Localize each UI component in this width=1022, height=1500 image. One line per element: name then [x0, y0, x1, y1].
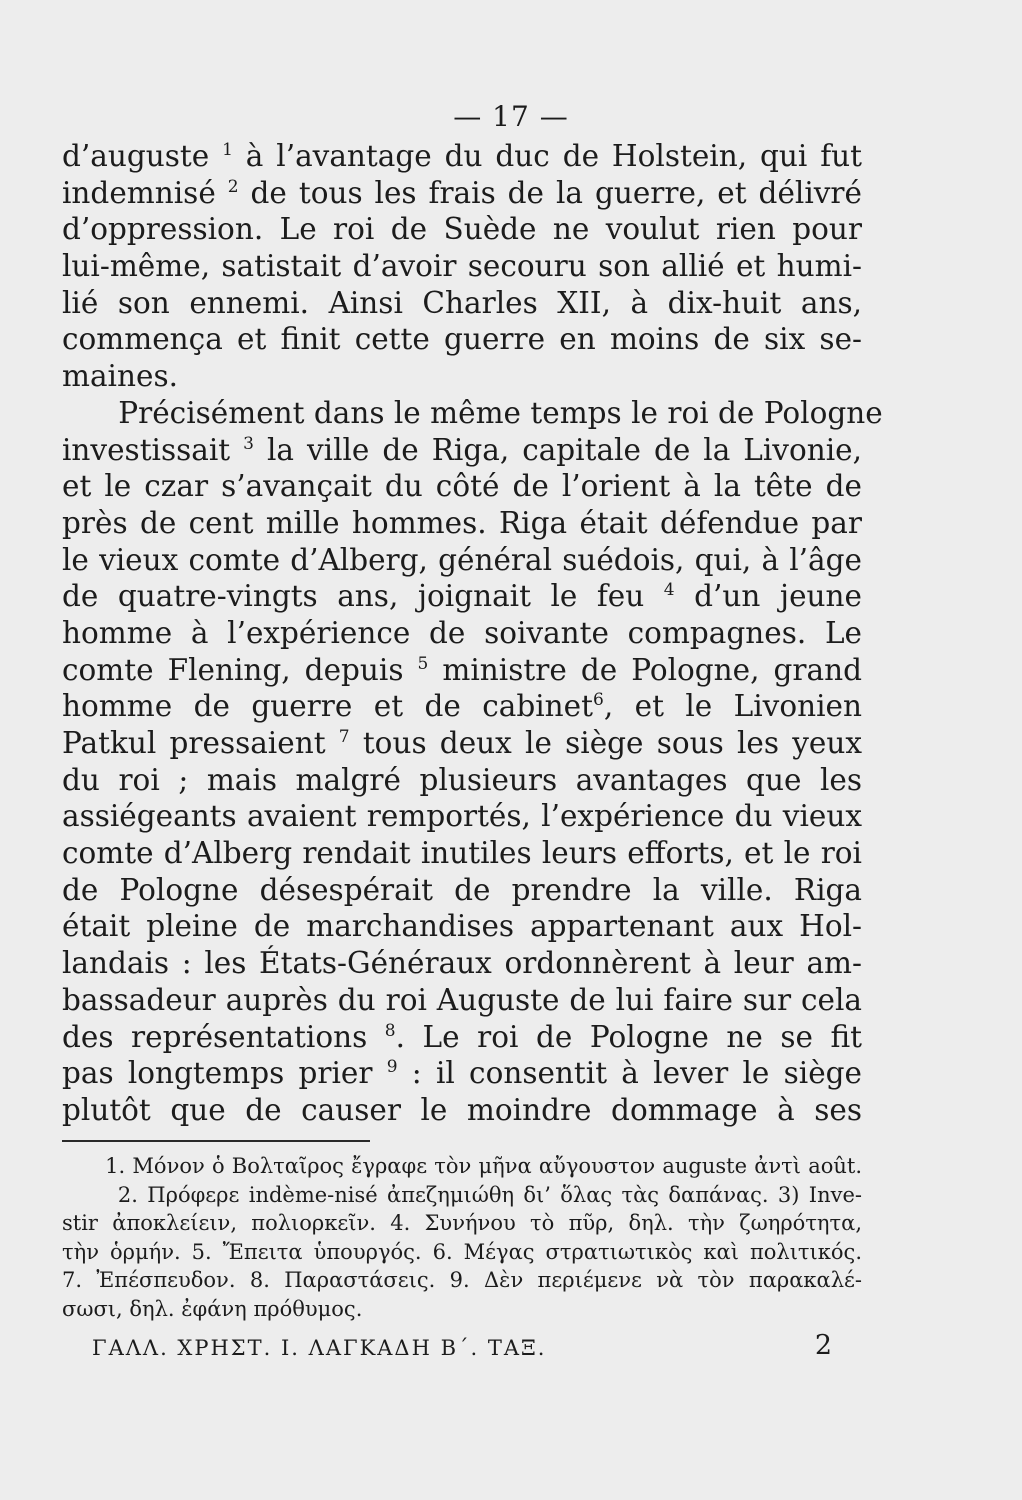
text-line	[62, 211, 862, 248]
footnote-marker: 5	[417, 653, 429, 674]
footnote-line: σωσι, δηλ. ἐφάνη πρόθυμος.	[62, 1296, 363, 1321]
text-segment: . Le roi de Pologne ne se fit	[395, 1019, 862, 1054]
footnote-marker: 8	[384, 1020, 396, 1041]
footnote-divider	[62, 1140, 370, 1142]
text-segment: assiégeants avaient remportés, l’expérience du vieux	[62, 799, 862, 834]
text-segment: était pleine de marchandises appartenant aux Hol-	[62, 909, 862, 944]
footnote-marker: 6	[593, 690, 604, 711]
footnote-line: stir ἀποκλείειν, πολιορκεῖν. 4. Συνήνου τὸ πῦρ, δηλ. τὴν ζωηρότητα,	[62, 1211, 862, 1236]
text-line	[62, 321, 862, 358]
text-line	[62, 945, 862, 982]
text-line	[62, 1055, 862, 1092]
footnote-line: 1. Μόνον ὁ Βολταῖρος ἔγραφε τὸν μῆνα αὔγουστον auguste ἀντὶ août.	[62, 1154, 862, 1178]
text-line	[62, 798, 862, 835]
text-segment: le vieux comte d’Alberg, général suédois, qui, à l’âge	[62, 542, 862, 577]
text-segment: , et le Livonien	[603, 689, 863, 724]
text-segment: investissait	[62, 432, 244, 467]
text-line	[62, 652, 862, 689]
footnotes	[62, 1152, 862, 1324]
text-segment: d’un jeune	[674, 579, 862, 614]
text-segment: la ville de Riga, capitale de la Livonie,	[253, 432, 862, 467]
text-segment: des représentations	[62, 1019, 385, 1054]
text-segment: lié son ennemi. Ainsi Charles XII, à dix-huit ans,	[62, 285, 862, 320]
footnote-marker: 9	[386, 1057, 398, 1078]
text-segment: d’oppression. Le roi de Suède ne voulut rien pour	[62, 212, 862, 247]
text-segment: lui-même, satistait d’avoir secouru son allié et humi-	[62, 249, 862, 284]
text-line	[62, 175, 862, 212]
text-line	[62, 1092, 862, 1129]
text-line	[62, 762, 862, 799]
text-segment: près de cent mille hommes. Riga était défendue par	[62, 505, 862, 540]
footnote-marker: 4	[663, 580, 675, 601]
text-segment: de tous les frais de la guerre, et délivré	[238, 175, 862, 210]
text-segment: plutôt que de causer le moindre dommage à ses	[62, 1092, 862, 1127]
text-segment: Patkul pressaient	[62, 726, 339, 760]
footnote-marker: 3	[243, 433, 254, 454]
text-segment: commença et finit cette guerre en moins de six se-	[62, 322, 862, 357]
text-segment: tous deux le siège sous les yeux	[349, 726, 862, 760]
text-line	[62, 138, 862, 175]
page-number: — 17 —	[453, 100, 569, 133]
signature-number: 2	[814, 1330, 832, 1361]
text-line	[62, 982, 862, 1019]
text-segment: d’auguste	[62, 139, 223, 173]
text-segment: de quatre-vingts ans, joignait le feu	[62, 579, 664, 614]
footnote-marker: 2	[227, 176, 239, 197]
text-line	[62, 505, 862, 542]
text-line	[62, 432, 862, 469]
text-line	[62, 872, 862, 909]
text-line	[62, 908, 862, 945]
text-segment: Précisément dans le même temps le roi de Pologne	[62, 395, 883, 430]
signature-text: ΓΑΛΛ. ΧΡΗΣΤ. Ι. ΛΑΓΚΑΔΗ Β΄. ΤΑΞ.	[92, 1336, 547, 1360]
text-segment: ministre de Pologne, grand	[428, 652, 863, 687]
text-segment: à l’avantage du duc de Holstein, qui fut	[232, 139, 862, 173]
text-segment: comte d’Alberg rendait inutiles leurs efforts, et le roi	[62, 836, 862, 871]
footnote-marker: 1	[222, 140, 233, 160]
text-line	[62, 725, 862, 762]
text-line	[62, 395, 883, 432]
text-line	[62, 248, 862, 285]
text-segment: homme de guerre et de cabinet	[62, 689, 593, 724]
footnote-marker: 7	[338, 727, 350, 747]
text-segment: bassadeur auprès du roi Auguste de lui faire sur cela	[62, 982, 862, 1017]
text-segment: maines.	[62, 359, 178, 394]
text-segment: du roi ; mais malgré plusieurs avantages que les	[62, 762, 862, 797]
text-segment: pas longtemps prier	[62, 1056, 387, 1091]
footnote-line: 7. Ἐπέσπευδον. 8. Παραστάσεις. 9. Δὲν περιέμενε νὰ τὸν παρακαλέ-	[62, 1268, 862, 1293]
text-line	[62, 542, 862, 579]
text-segment: landais : les États-Généraux ordonnèrent à leur am-	[62, 946, 862, 981]
footnote-line: τὴν ὁρμήν. 5. Ἔπειτα ὑπουργός. 6. Μέγας στρατιωτικὸς καὶ πολιτικός.	[62, 1239, 862, 1264]
text-segment: comte Flening, depuis	[62, 652, 418, 687]
text-segment: indemnisé	[62, 175, 228, 210]
main-text	[62, 138, 883, 1129]
footnote-line: 2. Πρόφερε indème-nisé ἀπεζημιώθη δι’ ὅλας τὰς δαπάνας. 3) Inve-	[62, 1182, 862, 1207]
text-line	[62, 1019, 862, 1056]
text-line	[62, 615, 862, 652]
text-segment: homme à l’expérience de soivante compagnes. Le	[62, 615, 862, 650]
text-segment: : il consentit à lever le siège	[397, 1056, 862, 1091]
printer-signature	[92, 1330, 862, 1361]
text-segment: et le czar s’avançait du côté de l’orient à la tête de	[62, 469, 862, 504]
text-line	[62, 835, 862, 872]
text-line	[62, 688, 862, 725]
text-line	[62, 468, 862, 505]
text-segment: de Pologne désespérait de prendre la ville. Riga	[62, 872, 862, 907]
text-line	[62, 358, 862, 395]
text-line	[62, 285, 862, 322]
text-line	[62, 578, 862, 615]
